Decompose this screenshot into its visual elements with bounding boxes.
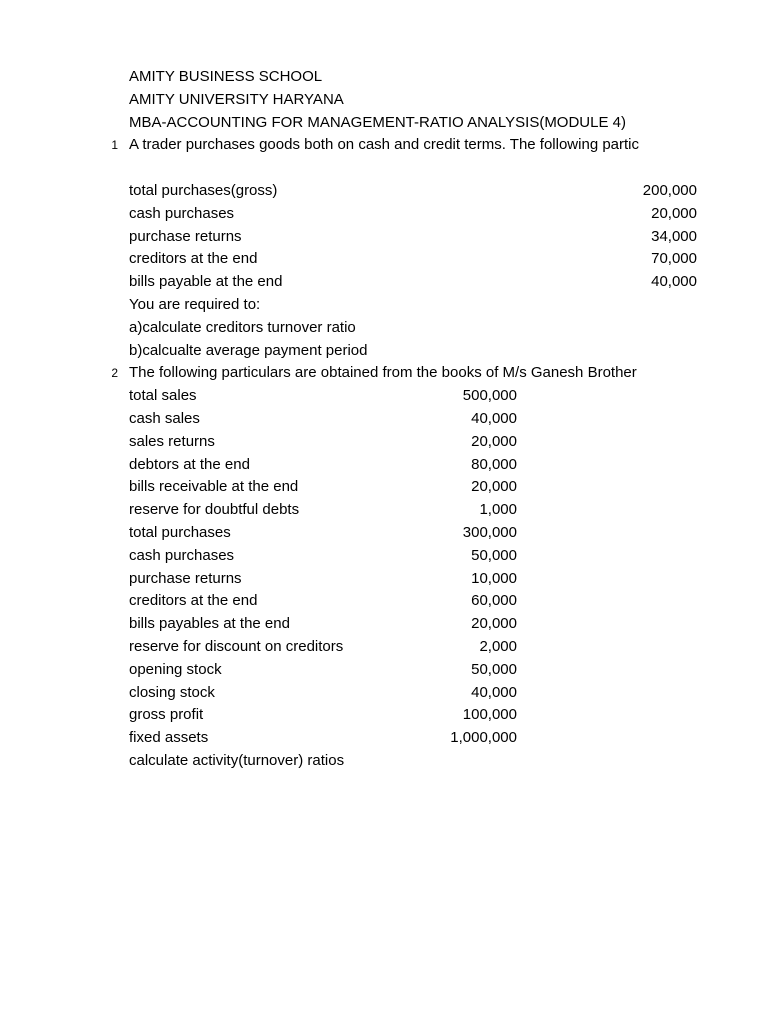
q2-item-label: bills receivable at the end <box>129 478 299 496</box>
spreadsheet-page <box>0 66 768 773</box>
q2-item-row <box>0 522 768 545</box>
q2-item-row <box>0 545 768 568</box>
q2-item-label: fixed assets <box>129 729 209 747</box>
q2-item-label: cash sales <box>129 409 200 427</box>
q1-item-label: bills payable at the end <box>129 273 283 291</box>
q1-required-text: You are required to: <box>129 295 261 313</box>
question-1-number: 1 <box>111 138 118 153</box>
q2-item-value: 50,000 <box>471 546 517 564</box>
q2-item-value: 300,000 <box>462 523 517 541</box>
q2-item-label: creditors at the end <box>129 592 258 610</box>
q1-item-value: 34,000 <box>651 227 697 245</box>
q2-item-row <box>0 385 768 408</box>
q2-item-label: opening stock <box>129 660 222 678</box>
q1-item-row <box>0 180 768 203</box>
q1-item-value: 70,000 <box>651 250 697 268</box>
q2-item-row <box>0 431 768 454</box>
q2-item-row <box>0 682 768 705</box>
q1-item-value: 200,000 <box>642 181 697 199</box>
question-2-number: 2 <box>111 366 118 381</box>
q1-item-label: total purchases(gross) <box>129 181 278 199</box>
q2-item-value: 20,000 <box>471 432 517 450</box>
school-name: AMITY BUSINESS SCHOOL <box>129 68 323 85</box>
q2-item-value: 100,000 <box>462 706 517 724</box>
q1-item-value: 40,000 <box>651 273 697 291</box>
q2-item-label: reserve for doubtful debts <box>129 501 300 519</box>
q2-item-value: 50,000 <box>471 660 517 678</box>
q2-item-value: 80,000 <box>471 455 517 473</box>
q1-item-row <box>0 203 768 226</box>
q2-item-row <box>0 499 768 522</box>
q2-item-row <box>0 613 768 636</box>
header-row <box>0 89 768 112</box>
q2-item-label: cash purchases <box>129 546 235 564</box>
q1-task-a: a)calculate creditors turnover ratio <box>129 318 356 336</box>
header-row <box>0 66 768 89</box>
blank-row <box>0 157 768 180</box>
q1-item-label: creditors at the end <box>129 250 258 268</box>
q1-item-label: cash purchases <box>129 204 235 222</box>
course-title: MBA-ACCOUNTING FOR MANAGEMENT-RATIO ANALYSIS(MODULE 4) <box>129 113 626 131</box>
q2-item-label: bills payables at the end <box>129 615 290 633</box>
q2-item-value: 10,000 <box>471 569 517 587</box>
q2-item-value: 500,000 <box>462 387 517 405</box>
q1-task-b: b)calcualte average payment period <box>129 341 368 359</box>
q2-item-value: 1,000,000 <box>450 729 517 747</box>
q2-item-label: gross profit <box>129 706 204 724</box>
q1-item-row <box>0 226 768 249</box>
question-1-row <box>0 134 768 157</box>
university-name: AMITY UNIVERSITY HARYANA <box>129 90 344 108</box>
q2-item-row <box>0 476 768 499</box>
q2-item-row <box>0 408 768 431</box>
q1-item-row <box>0 248 768 271</box>
header-row <box>0 112 768 135</box>
q2-item-value: 2,000 <box>479 637 517 655</box>
q1-item-label: purchase returns <box>129 227 242 245</box>
q2-item-value: 40,000 <box>471 683 517 701</box>
q1-task-row <box>0 317 768 340</box>
q2-item-row <box>0 704 768 727</box>
question-2-text: The following particulars are obtained from the books of M/s Ganesh Brother <box>129 364 637 382</box>
q2-item-row <box>0 727 768 750</box>
q2-item-row <box>0 454 768 477</box>
q2-item-label: debtors at the end <box>129 455 250 473</box>
q2-item-row <box>0 659 768 682</box>
q1-task-row <box>0 340 768 363</box>
q2-item-value: 40,000 <box>471 409 517 427</box>
q1-item-value: 20,000 <box>651 204 697 222</box>
q2-item-label: purchase returns <box>129 569 242 587</box>
q2-item-row <box>0 636 768 659</box>
q2-item-label: total purchases <box>129 523 231 541</box>
question-2-row <box>0 362 768 385</box>
q2-item-value: 20,000 <box>471 478 517 496</box>
q2-item-value: 20,000 <box>471 615 517 633</box>
q2-item-label: reserve for discount on creditors <box>129 637 344 655</box>
q2-item-label: sales returns <box>129 432 215 450</box>
question-1-text: A trader purchases goods both on cash and credit terms. The following partic <box>129 136 640 154</box>
q1-item-row <box>0 271 768 294</box>
q2-item-value: 1,000 <box>479 501 517 519</box>
q2-item-value: 60,000 <box>471 592 517 610</box>
q2-item-label: closing stock <box>129 683 215 701</box>
q1-required-row <box>0 294 768 317</box>
q2-task-text: calculate activity(turnover) ratios <box>129 751 345 769</box>
q2-item-row <box>0 568 768 591</box>
q2-item-label: total sales <box>129 387 197 405</box>
q2-item-row <box>0 590 768 613</box>
q2-task-row <box>0 750 768 773</box>
